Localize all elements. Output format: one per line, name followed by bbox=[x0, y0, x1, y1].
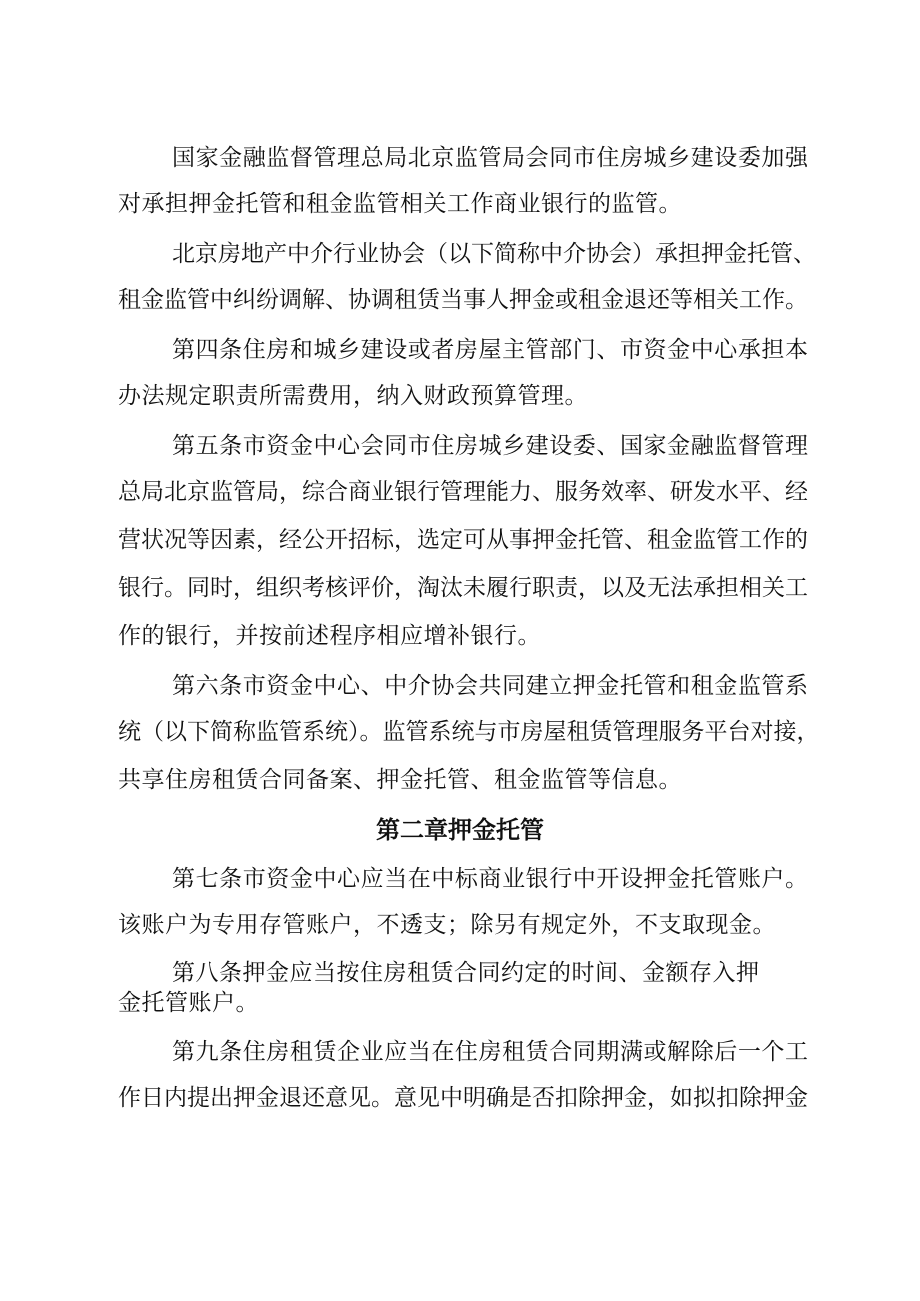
text-line: 作日内提出押金退还意见。意见中明确是否扣除押金，如拟扣除押金 bbox=[118, 1085, 808, 1111]
text-line: 第五条市资金中心会同市住房城乡建设委、国家金融监督管理 bbox=[172, 433, 808, 459]
text-line: 作的银行，并按前述程序相应增补银行。 bbox=[118, 623, 541, 649]
text-line: 北京房地产中介行业协会（以下简称中介协会）承担押金托管、 bbox=[172, 241, 816, 267]
text-line: 第九条住房租赁企业应当在住房租赁合同期满或解除后一个工 bbox=[172, 1039, 808, 1065]
text-line: 统（以下简称监管系统）。监管系统与市房屋租赁管理服务平台对接， bbox=[118, 719, 820, 745]
chapter-heading: 第二章押金托管 bbox=[376, 816, 544, 844]
text-line: 对承担押金托管和租金监管相关工作商业银行的监管。 bbox=[118, 191, 682, 217]
text-line: 营状况等因素，经公开招标，选定可从事押金托管、租金监管工作的 bbox=[118, 527, 808, 553]
text-line: 该账户为专用存管账户，不透支；除另有规定外，不支取现金。 bbox=[118, 912, 776, 938]
text-line: 金托管账户。 bbox=[118, 990, 259, 1016]
text-line: 第四条住房和城乡建设或者房屋主管部门、市资金中心承担本 bbox=[172, 337, 808, 363]
text-line: 共享住房租赁合同备案、押金托管、租金监管等信息。 bbox=[118, 767, 682, 793]
text-line: 银行。同时，组织考核评价，淘汰未履行职责，以及无法承担相关工 bbox=[118, 575, 808, 601]
text-line: 第六条市资金中心、中介协会共同建立押金托管和租金监管系 bbox=[172, 673, 808, 699]
text-line: 办法规定职责所需费用，纳入财政预算管理。 bbox=[118, 383, 588, 409]
text-line: 第八条押金应当按住房租赁合同约定的时间、金额存入押 bbox=[172, 960, 760, 986]
text-line: 第七条市资金中心应当在中标商业银行中开设押金托管账户。 bbox=[172, 866, 808, 892]
text-line: 国家金融监督管理总局北京监管局会同市住房城乡建设委加强 bbox=[172, 145, 808, 171]
text-line: 总局北京监管局，综合商业银行管理能力、服务效率、研发水平、经 bbox=[118, 479, 808, 505]
text-line: 租金监管中纠纷调解、协调租赁当事人押金或租金退还等相关工作。 bbox=[118, 287, 808, 313]
